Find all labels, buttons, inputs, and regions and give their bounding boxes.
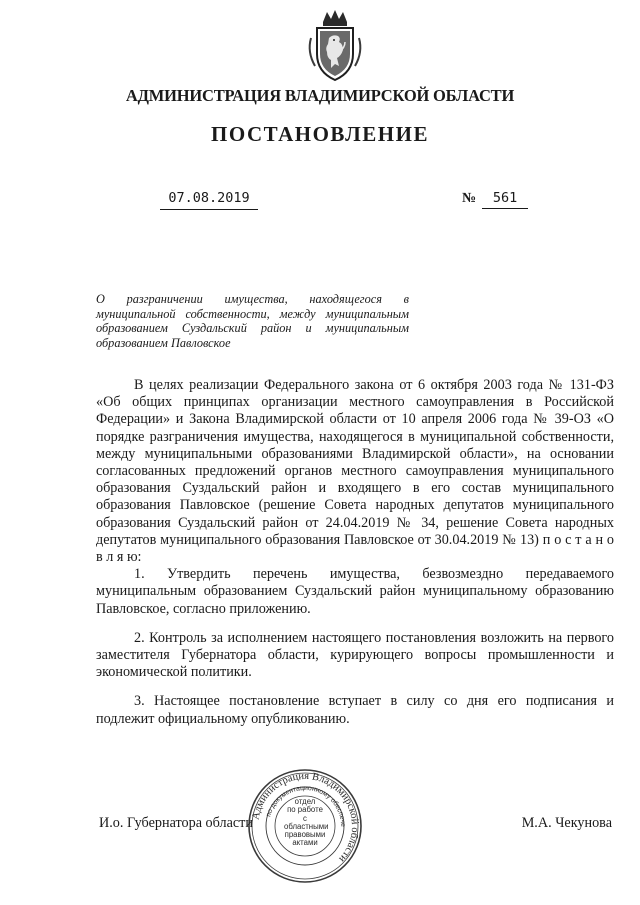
item-2-paragraph: 2. Контроль за исполнением настоящего постановления возложить на первого заместителя Губернатора области, курирующего вопросы промышленности и экономической политики. — [96, 629, 614, 681]
stamp-inner-text: отдел по работе с областными правовыми актами — [284, 797, 329, 848]
official-stamp — [247, 768, 363, 884]
document-number-block — [462, 190, 528, 209]
number-label: № — [462, 191, 477, 206]
coat-of-arms-emblem — [303, 8, 367, 82]
organization-name: АДМИНИСТРАЦИЯ ВЛАДИМИРСКОЙ ОБЛАСТИ — [125, 86, 515, 105]
preamble-paragraph: В целях реализации Федерального закона от 6 октября 2003 года № 131-ФЗ «Об общих принципах организации местного самоуправления в Российской Федерации» и Закона Владимирской области от 10 апреля 2006 года № 39-ОЗ «О порядке разграничения имущества, находящегося в муниципальной собственности, между муниципальными образованиями Владимирской области», на основании согласованных предложений органов местного самоуправления муниципального образования Суздальский район и входящего в его состав муниципального образования Павловское (решение Совета народных депутатов муниципального образования Суздальский район от 24.04.2019 № 34, решение Совета народных депутатов муниципального образования Павловское от 30.04.2019 № 13) п о с т а н о в л я ю: — [96, 377, 614, 566]
document-type-title: ПОСТАНОВЛЕНИЕ — [211, 122, 429, 146]
item-3-paragraph: 3. Настоящее постановление вступает в силу со дня его подписания и подлежит официальному опубликованию. — [96, 693, 614, 727]
signatory-name: М.А. Чекунова — [521, 815, 612, 831]
item-1-paragraph: 1. Утвердить перечень имущества, безвозмездно передаваемого муниципальным образованием Суздальский район муниципальному образованию Павловское, согласно приложению. — [96, 566, 614, 617]
signatory-role: И.о. Губернатора области — [99, 815, 253, 831]
document-date: 07.08.2019 — [160, 190, 258, 210]
document-subject: О разграничении имущества, находящегося в муниципальной собственности, между муниципальным образованием Суздальский район и муниципальным образованием Павловское — [96, 292, 409, 350]
document-body — [96, 377, 614, 728]
stamp-middle-text: по документационному обеспече — [265, 784, 347, 827]
stamp-outer-text: Администрация Владимирской области — [250, 770, 361, 865]
document-number: 561 — [482, 190, 528, 209]
